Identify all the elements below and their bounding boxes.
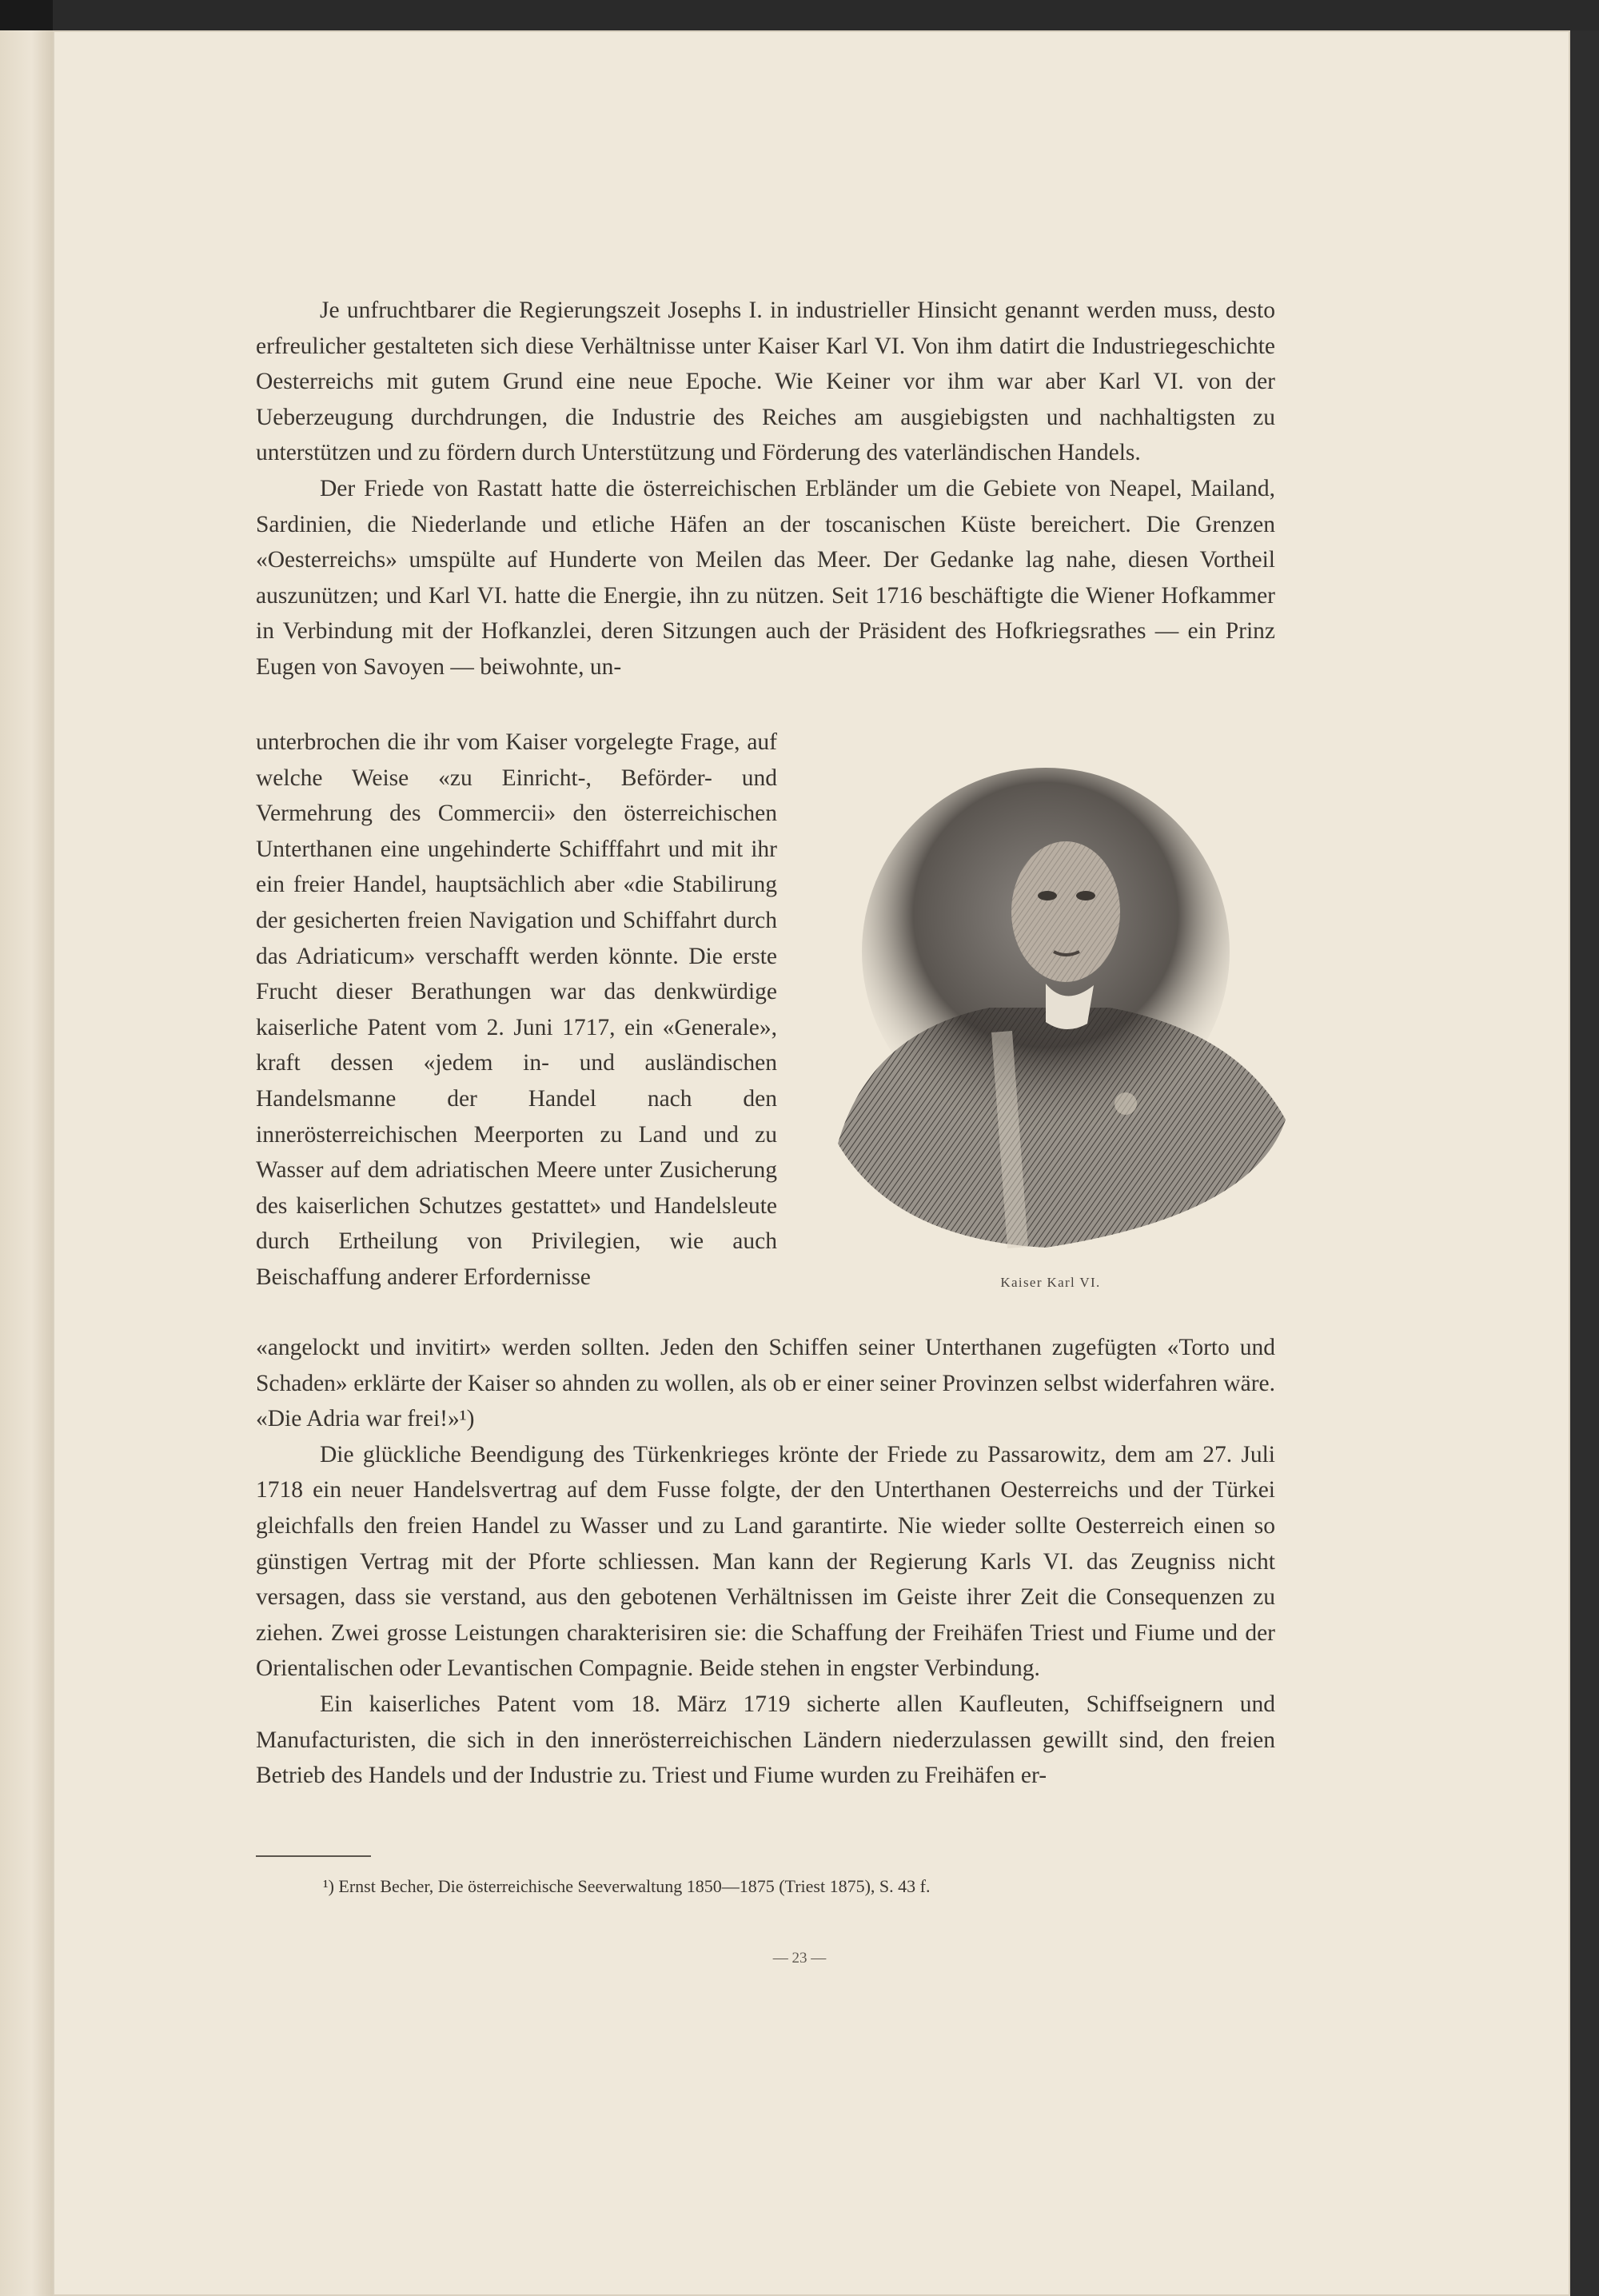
paragraph-4: Ein kaiserliches Patent vom 18. März 1719 sicherte allen Kaufleuten, Schiffseignern und Manufacturisten, die sich in den innerösterreichischen Ländern niederzulassen gewillt sind, den freien Betrieb des Handels und der Industrie zu. Triest und Fiume wurden zu Freihäfen er- bbox=[256, 1691, 1275, 1789]
page-number: — 23 — bbox=[772, 1950, 827, 1967]
portrait-caption: Kaiser Karl VI. bbox=[1000, 1275, 1101, 1290]
body-text-top bbox=[256, 293, 1275, 685]
body-text-beside-portrait bbox=[256, 725, 777, 1296]
paragraph-2-continued: unterbrochen die ihr vom Kaiser vorgelegte Frage, auf welche Weise «zu Einricht-, Beförder- und Vermehrung des Commercii» den österreichischen Unterthanen eine ungehinderte Schifffahrt und mit ihr ein freier Handel, hauptsächlich aber «die Stabilirung der gesicherten freien Navigation und Schiffahrt durch das Adriaticum» verschafft werden könnte. Die erste Frucht dieser Berathungen war das denkwürdige kaiserliche Patent vom 2. Juni 1717, ein «Generale», kraft dessen «jedem in- und ausländischen Handelsmanne der Handel nach den innerösterreichischen Meerporten zu Land und zu Wasser auf dem adriatischen Meere unter Zusicherung des kaiserlichen Schutzes gestattet» und Handelsleute durch Ertheilung von Privilegien, wie auch Beischaffung anderer Erfordernisse bbox=[256, 729, 777, 1290]
portrait-karl-vi bbox=[806, 768, 1295, 1256]
footnote-rule bbox=[256, 1855, 371, 1857]
paragraph-1: Je unfruchtbarer die Regierungszeit Josephs I. in industrieller Hinsicht genannt werden muss, desto erfreulicher gestalteten sich diese Verhältnisse unter Kaiser Karl VI. Von ihm datirt die Industriegeschichte Oesterreichs mit gutem Grund eine neue Epoche. Wie Keiner vor ihm war aber Karl VI. von der Ueberzeugung durchdrungen, die Industrie des Reiches am ausgiebigsten und nachhaltigsten zu unterstützen und zu fördern durch Unterstützung und Förderung des vaterländischen Handels. bbox=[256, 297, 1275, 466]
paragraph-2: Der Friede von Rastatt hatte die österreichischen Erbländer um die Gebiete von Neapel, Mailand, Sardinien, die Niederlande und etliche Häfen an der toscanischen Küste bereichert. Die Grenzen «Oesterreichs» umspülte auf Hunderte von Meilen das Meer. Der Gedanke lag nahe, diesen Vortheil auszunützen; und Karl VI. hatte die Energie, ihn zu nützen. Seit 1716 beschäftigte die Wiener Hofkammer in Verbindung mit der Hofkanzlei, deren Sitzungen auch der Präsident des Hofkriegsrathes — ein Prinz Eugen von Savoyen — beiwohnte, un- bbox=[256, 475, 1275, 680]
body-text-bottom bbox=[256, 1330, 1275, 1794]
footnote: ¹) Ernst Becher, Die österreichische Seeverwaltung 1850—1875 (Triest 1875), S. 43 f. bbox=[323, 1876, 931, 1896]
paragraph-3: Die glückliche Beendigung des Türkenkrieges krönte der Friede zu Passarowitz, dem am 27. Juli 1718 ein neuer Handelsvertrag auf dem Fusse folgte, der den Unterthanen Oesterreichs und der Türkei gleichfalls den freien Handel zu Wasser und zu Land garantirte. Nie wieder sollte Oesterreich einen so günstigen Vertrag mit der Pforte schliessen. Man kann der Regierung Karls VI. das Zeugniss nicht versagen, dass sie verstand, aus den gebotenen Verhältnissen im Geiste ihrer Zeit die Consequenzen zu ziehen. Zwei grosse Leistungen charakterisiren sie: die Schaffung der Freihäfen Triest und Fiume und der Orientalischen oder Levantischen Compagnie. Beide stehen in engster Verbindung. bbox=[256, 1441, 1275, 1682]
paragraph-2-end: «angelockt und invitirt» werden sollten. Jeden den Schiffen seiner Unterthanen zugefügten «Torto und Schaden» erklärte der Kaiser so ahnden zu wollen, als ob er einer seiner Provinzen selbst widerfahren wäre. «Die Adria war frei!»¹) bbox=[256, 1335, 1275, 1432]
scan-border-top-left bbox=[0, 0, 53, 30]
